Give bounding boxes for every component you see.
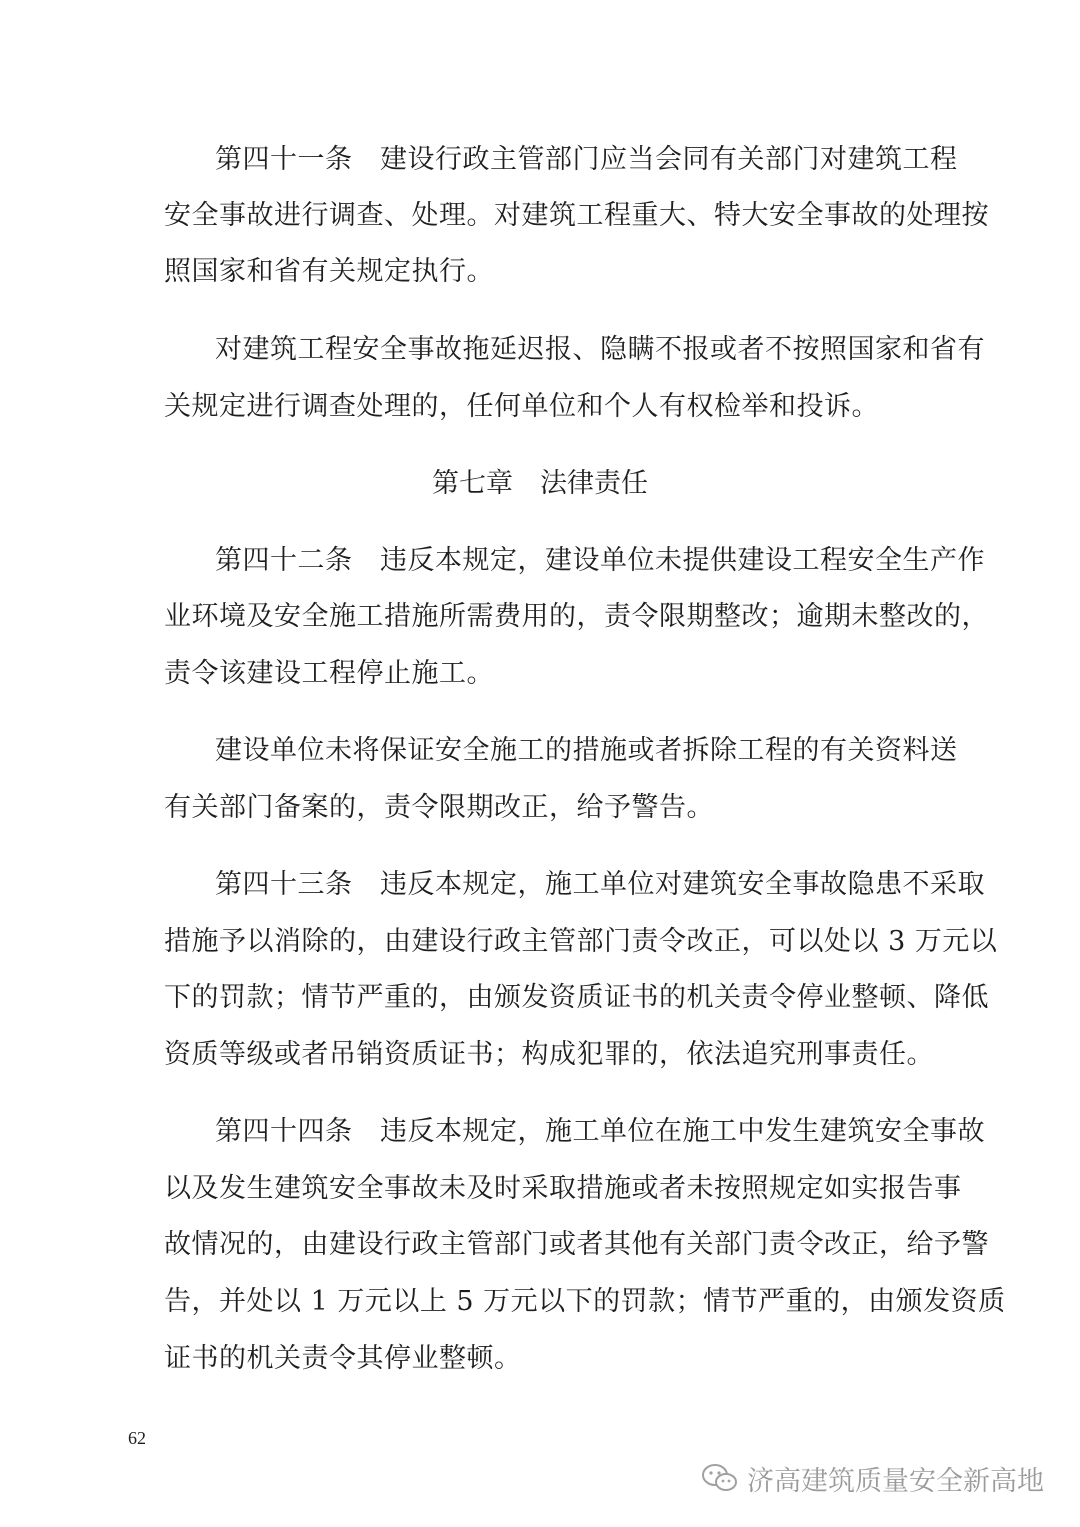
watermark <box>701 1458 1044 1498</box>
page-number: 62 <box>128 1428 146 1448</box>
wechat-icon <box>701 1462 739 1494</box>
article-41-line-2: 安全事故进行调查、处理。对建筑工程重大、特大安全事故的处理按 <box>164 200 989 231</box>
chapter-heading: 第七章 法律责任 <box>432 468 648 499</box>
article-41-para2-line-1: 对建筑工程安全事故拖延迟报、隐瞒不报或者不按照国家和省有 <box>215 334 985 365</box>
article-44-line-3: 故情况的，由建设行政主管部门或者其他有关部门责令改正，给予警 <box>164 1229 989 1260</box>
article-42-line-1: 第四十二条 违反本规定，建设单位未提供建设工程安全生产作 <box>215 545 985 576</box>
article-43-line-2: 措施予以消除的，由建设行政主管部门责令改正，可以处以 3 万元以 <box>164 926 998 957</box>
article-43-line-1: 第四十三条 违反本规定，施工单位对建筑安全事故隐患不采取 <box>215 869 985 900</box>
article-43-line-4: 资质等级或者吊销资质证书；构成犯罪的，依法追究刑事责任。 <box>164 1039 934 1070</box>
article-42-line-3: 责令该建设工程停止施工。 <box>164 658 494 689</box>
article-42-para2-line-1: 建设单位未将保证安全施工的措施或者拆除工程的有关资料送 <box>215 735 958 766</box>
article-44-line-4: 告，并处以 1 万元以上 5 万元以下的罚款；情节严重的，由颁发资质 <box>164 1286 1006 1317</box>
article-44-line-2: 以及发生建筑安全事故未及时采取措施或者未按照规定如实报告事 <box>164 1173 962 1204</box>
article-42-para2-line-2: 有关部门备案的，责令限期改正，给予警告。 <box>164 792 714 823</box>
article-44-line-1: 第四十四条 违反本规定，施工单位在施工中发生建筑安全事故 <box>215 1116 985 1147</box>
article-41-line-3: 照国家和省有关规定执行。 <box>164 256 494 287</box>
article-41-para2-line-2: 关规定进行调查处理的，任何单位和个人有权检举和投诉。 <box>164 391 879 422</box>
article-43-line-3: 下的罚款；情节严重的，由颁发资质证书的机关责令停业整顿、降低 <box>164 982 989 1013</box>
watermark-text: 济高建筑质量安全新高地 <box>747 1465 1044 1497</box>
article-41-line-1: 第四十一条 建设行政主管部门应当会同有关部门对建筑工程 <box>215 144 958 175</box>
article-44-line-5: 证书的机关责令其停业整顿。 <box>164 1343 522 1374</box>
article-42-line-2: 业环境及安全施工措施所需费用的，责令限期整改；逾期未整改的， <box>164 601 989 632</box>
